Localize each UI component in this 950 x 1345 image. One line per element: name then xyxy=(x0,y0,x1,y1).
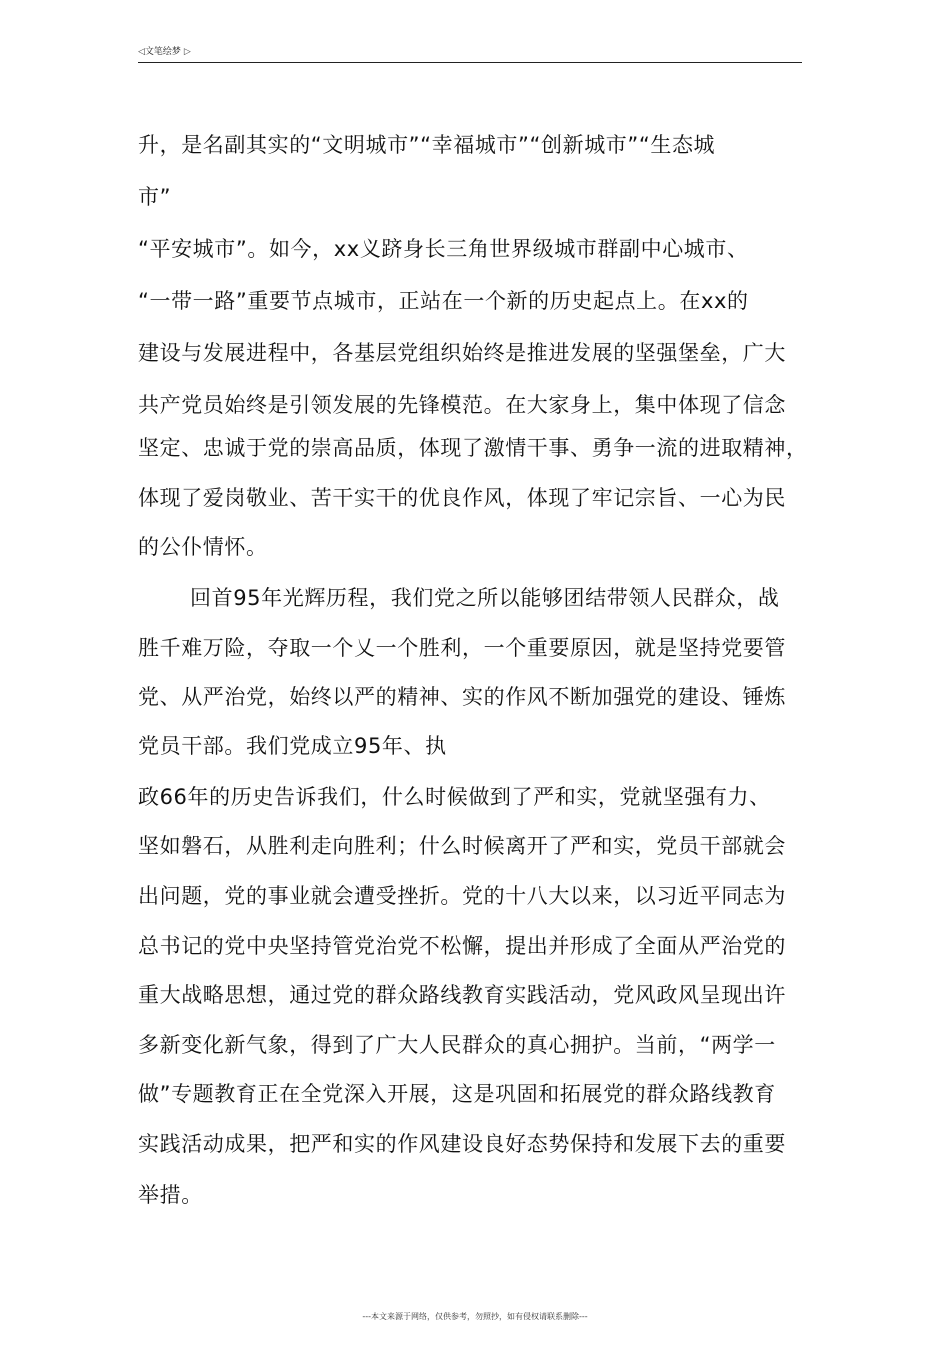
body-line: 的公仆情怀。 xyxy=(138,535,268,559)
header-brand xyxy=(138,46,191,58)
page-header xyxy=(138,44,802,63)
header-title: 文笔绘梦 xyxy=(144,47,181,57)
page-footer-disclaimer: ---本文来源于网络，仅供参考，勿照抄，如有侵权请联系删除--- xyxy=(362,1312,588,1321)
body-line: “平安城市”。如今，xx义跻身长三角世界级城市群副中心城市、 xyxy=(138,237,749,261)
body-line: 重大战略思想，通过党的群众路线教育实践活动，党风政风呈现出许 xyxy=(138,983,786,1007)
paragraph-first-line: 回首95年光辉历程，我们党之所以能够团结带领人民群众，战 xyxy=(190,586,780,610)
body-line: 举措。 xyxy=(138,1183,203,1207)
body-line: 实践活动成果，把严和实的作风建设良好态势保持和发展下去的重要 xyxy=(138,1132,786,1156)
body-line: 党员干部。我们党成立95年、执 xyxy=(138,734,447,758)
triangle-left-outline-icon: ◁ xyxy=(138,47,145,57)
body-line: 多新变化新气象，得到了广大人民群众的真心拥护。当前，“两学一 xyxy=(138,1033,776,1057)
body-line: 体现了爱岗敬业、苦干实干的优良作风，体现了牢记宗旨、一心为民 xyxy=(138,486,786,510)
body-line: 党、从严治党，始终以严的精神、实的作风不断加强党的建设、锤炼 xyxy=(138,685,786,709)
body-line: 市” xyxy=(138,185,172,209)
body-line: 出问题，党的事业就会遭受挫折。党的十八大以来，以习近平同志为 xyxy=(138,884,786,908)
body-line: 胜千难万险，夺取一个乂一个胜利，一个重要原因，就是坚持党要管 xyxy=(138,636,786,660)
triangle-right-outline-icon: ▷ xyxy=(183,47,191,57)
body-line: 建设与发展进程中，各基层党组织始终是推进发展的坚强堡垒，广大 xyxy=(138,341,786,365)
body-line: “一带一路”重要节点城市，正站在一个新的历史起点上。在xx的 xyxy=(138,289,749,313)
body-line: 共产党员始终是引领发展的先锋模范。在大家身上，集中体现了信念 xyxy=(138,393,786,417)
body-line: 坚如磐石，从胜利走向胜利；什么时候离开了严和实，党员干部就会 xyxy=(138,834,786,858)
body-line: 政66年的历史告诉我们，什么时候做到了严和实，党就坚强有力、 xyxy=(138,785,771,809)
body-line: 升，是名副其实的“文明城市”“幸福城市”“创新城市”“生态城 xyxy=(138,133,716,157)
body-line: 总书记的党中央坚持管党治党不松懈，提出并形成了全面从严治党的 xyxy=(138,934,786,958)
body-line: 做”专题教育正在全党深入开展，这是巩固和拓展党的群众路线教育 xyxy=(138,1082,776,1106)
body-line: 坚定、忠诚于党的崇高品质，体现了激情干事、勇争一流的进取精神， xyxy=(138,436,808,460)
